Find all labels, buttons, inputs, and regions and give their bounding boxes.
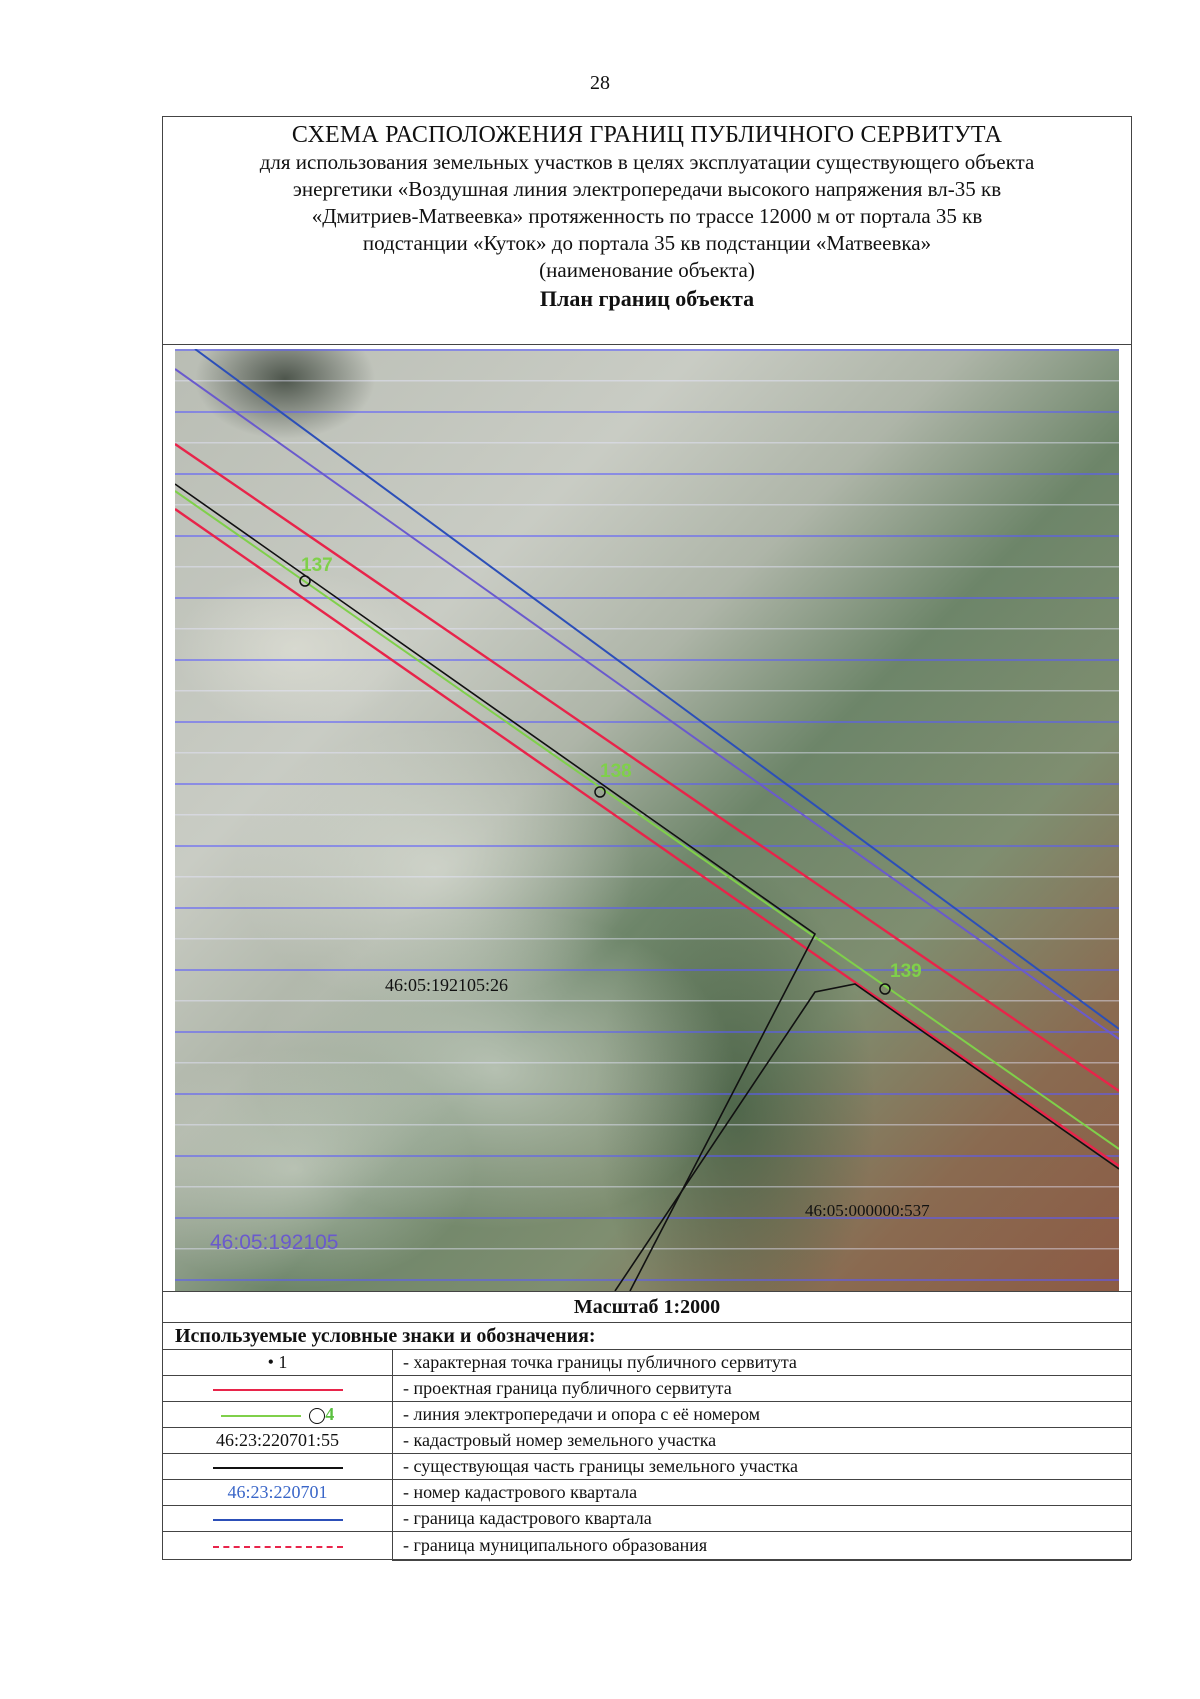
legend-table	[163, 1349, 1131, 1561]
legend-description: - граница кадастрового квартала	[393, 1506, 1132, 1532]
scheme-header	[163, 117, 1131, 345]
legend-description: - проектная граница публичного сервитута	[393, 1376, 1132, 1402]
legend-symbol-point	[163, 1350, 393, 1376]
legend-symbol-quarter-boundary	[163, 1506, 393, 1532]
legend-description: - граница муниципального образования	[393, 1532, 1132, 1561]
legend-row	[163, 1350, 1131, 1376]
map-overlay	[175, 349, 1119, 1291]
power-line-symbol	[221, 1415, 301, 1417]
legend-description: - номер кадастрового квартала	[393, 1480, 1132, 1506]
municipal-boundary-symbol	[213, 1546, 343, 1548]
legend-row	[163, 1532, 1131, 1561]
scheme-title: СХЕМА РАСПОЛОЖЕНИЯ ГРАНИЦ ПУБЛИЧНОГО СЕРВИТУТА	[291, 122, 1003, 148]
quarter-boundary-symbol	[213, 1519, 343, 1521]
parcel-number-sample: 46:23:220701:55	[215, 1430, 339, 1450]
legend-symbol-quarter-number	[163, 1480, 393, 1506]
legend-row	[163, 1376, 1131, 1402]
legend-symbol-servitude	[163, 1376, 393, 1402]
legend-symbol-parcel-number	[163, 1428, 393, 1454]
legend-description: - характерная точка границы публичного сервитута	[393, 1350, 1132, 1376]
legend-symbol-parcel-boundary	[163, 1454, 393, 1480]
scale-row: Масштаб 1:2000	[163, 1291, 1131, 1323]
point-symbol-text: • 1	[267, 1352, 288, 1372]
legend-row	[163, 1506, 1131, 1532]
legend-description: - линия электропередачи и опора с её номером	[393, 1402, 1132, 1428]
description-line-2: энергетики «Воздушная линия электропередачи высокого напряжения вл-35 кв	[292, 177, 1002, 201]
legend-title: Используемые условные знаки и обозначения:	[175, 1325, 596, 1347]
parcel-label-26: 46:05:192105:26	[385, 975, 509, 995]
description-line-3: «Дмитриев-Матвеевка» протяженность по трассе 12000 м от портала 35 кв	[311, 204, 983, 228]
servitude-line-symbol	[213, 1389, 343, 1391]
pole-number: 4	[325, 1404, 335, 1424]
point-label-138: 138	[600, 761, 632, 782]
map-area	[175, 349, 1119, 1291]
legend-description: - существующая часть границы земельного участка	[393, 1454, 1132, 1480]
object-name-caption: (наименование объекта)	[539, 258, 755, 282]
legend-symbol-municipal-boundary	[163, 1532, 393, 1561]
scheme-frame	[162, 116, 1132, 1560]
legend-row	[163, 1454, 1131, 1480]
legend-description: - кадастровый номер земельного участка	[393, 1428, 1132, 1454]
pole-circle-icon	[309, 1408, 325, 1424]
parcel-label-537: 46:05:000000:537	[805, 1201, 930, 1220]
parcel-boundary-symbol	[213, 1467, 343, 1469]
description-line-4: подстанции «Куток» до портала 35 кв подстанции «Матвеевка»	[362, 231, 932, 255]
quarter-number-sample: 46:23:220701	[227, 1482, 328, 1502]
legend-row	[163, 1402, 1131, 1428]
legend-row	[163, 1428, 1131, 1454]
legend-symbol-power-line	[163, 1402, 393, 1428]
page-number: 28	[590, 72, 610, 94]
plan-title: План границ объекта	[539, 286, 755, 311]
point-label-139: 139	[890, 961, 922, 982]
quarter-label: 46:05:192105	[210, 1231, 339, 1254]
description-line-1: для использования земельных участков в целях эксплуатации существующего объекта	[259, 150, 1035, 174]
legend-row	[163, 1480, 1131, 1506]
point-label-137: 137	[301, 555, 333, 576]
